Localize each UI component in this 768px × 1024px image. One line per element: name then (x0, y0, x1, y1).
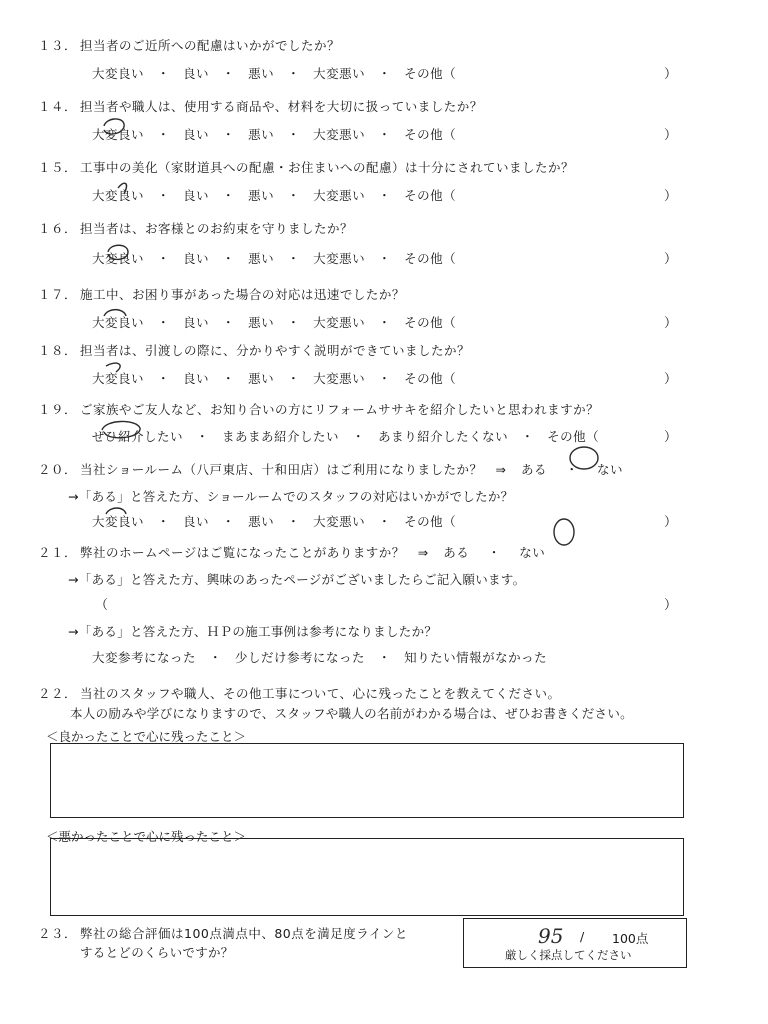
question-21: ２１． 弊社のホームページはご覧になったことがありますか？ ⇒ ある ・ ない (38, 545, 546, 560)
option-other[interactable]: その他（ (404, 514, 457, 529)
answer-mark-q21 (554, 519, 574, 545)
option-good[interactable]: 良い (183, 315, 210, 330)
option-good[interactable]: 良い (183, 371, 210, 386)
question-22: ２２． 当社のスタッフや職人、その他工事について、心に残ったことを教えてください。 (38, 686, 561, 701)
question-19: １９． ご家族やご友人など、お知り合いの方にリフォームササキを紹介したいと思われますか？ (38, 402, 600, 417)
option-very-good[interactable]: 大変良い (92, 371, 145, 386)
options-14: 大変良い ・ 良い ・ 悪い ・ 大変悪い ・ その他（ (92, 127, 457, 142)
option-other[interactable]: その他（ (404, 251, 457, 266)
option-slightly-helpful[interactable]: 少しだけ参考になった (235, 650, 366, 665)
option-other[interactable]: その他（ (404, 371, 457, 386)
followup-21-examples: →「ある」と答えた方、ＨＰの施工事例は参考になりましたか？ (68, 624, 438, 639)
option-yes[interactable]: ある (520, 462, 547, 477)
option-good[interactable]: 良い (183, 66, 210, 81)
option-other[interactable]: その他（ (404, 315, 457, 330)
option-very-helpful[interactable]: 大変参考になった (92, 650, 197, 665)
question-15: １５． 工事中の美化（家財道具への配慮・お住まいへの配慮）は十分にされていましたか？ (38, 160, 575, 175)
question-23: ２３． 弊社の総合評価は100点満点中、80点を満足度ラインと (38, 926, 408, 941)
options-20: 大変良い ・ 良い ・ 悪い ・ 大変悪い ・ その他（ (92, 514, 457, 529)
option-very-good[interactable]: 大変良い (92, 251, 145, 266)
option-yes[interactable]: ある (443, 545, 470, 560)
question-14: １４． 担当者や職人は、使用する商品や、材料を大切に扱っていましたか？ (38, 99, 483, 114)
option-other[interactable]: その他（ (404, 127, 457, 142)
option-other[interactable]: その他（ (404, 188, 457, 203)
question-22-note: 本人の励みや学びになりますので、スタッフや職人の名前がわかる場合は、ぜひお書きください。 (70, 706, 633, 721)
question-16: １６． 担当者は、お客様とのお約束を守りましたか？ (38, 221, 354, 236)
option-very-good[interactable]: 大変良い (92, 66, 145, 81)
options-18: 大変良い ・ 良い ・ 悪い ・ 大変悪い ・ その他（ (92, 371, 457, 386)
option-no[interactable]: ない (519, 545, 546, 560)
option-bad[interactable]: 悪い (248, 371, 275, 386)
question-13: １３． 担当者のご近所への配慮はいかがでしたか？ (38, 38, 341, 53)
options-21: 大変参考になった ・ 少しだけ参考になった ・ 知りたい情報がなかった (92, 650, 548, 665)
score-slash: / (580, 929, 585, 944)
score-max: 100点 (612, 931, 649, 946)
option-good[interactable]: 良い (183, 514, 210, 529)
option-bad[interactable]: 悪い (248, 251, 275, 266)
option-very-bad[interactable]: 大変悪い (313, 251, 366, 266)
option-good[interactable]: 良い (183, 251, 210, 266)
paren-close: ） (664, 252, 678, 267)
option-very-good[interactable]: 大変良い (92, 315, 145, 330)
option-good[interactable]: 良い (183, 188, 210, 203)
option-very-bad[interactable]: 大変悪い (313, 188, 366, 203)
question-18: １８． 担当者は、引渡しの際に、分かりやすく説明ができていましたか？ (38, 343, 471, 358)
followup-20: →「ある」と答えた方、ショールームでのスタッフの対応はいかがでしたか？ (68, 489, 514, 504)
option-bad[interactable]: 悪い (248, 127, 275, 142)
option-very-bad[interactable]: 大変悪い (313, 66, 366, 81)
good-memories-label: ＜良かったことで心に残ったこと＞ (46, 729, 247, 744)
options-16: 大変良い ・ 良い ・ 悪い ・ 大変悪い ・ その他（ (92, 251, 457, 266)
paren-close: ） (664, 598, 678, 613)
options-15: 大変良い ・ 良い ・ 悪い ・ 大変悪い ・ その他（ (92, 188, 457, 203)
option-very-bad[interactable]: 大変悪い (313, 514, 366, 529)
options-17: 大変良い ・ 良い ・ 悪い ・ 大変悪い ・ その他（ (92, 315, 457, 330)
option-very-bad[interactable]: 大変悪い (313, 371, 366, 386)
score-value: 95 (538, 924, 564, 948)
options-13: 大変良い ・ 良い ・ 悪い ・ 大変悪い ・ その他（ (92, 66, 457, 81)
option-very-bad[interactable]: 大変悪い (313, 315, 366, 330)
option-good[interactable]: 良い (183, 127, 210, 142)
option-no[interactable]: ない (596, 462, 623, 477)
question-23-line2: するとどのくらいですか？ (80, 945, 234, 960)
followup-21-pages: →「ある」と答えた方、興味のあったページがございましたらご記入願います。 (68, 572, 526, 587)
paren-close: ） (664, 189, 678, 204)
option-very-bad[interactable]: 大変悪い (313, 127, 366, 142)
option-other[interactable]: その他（ (404, 66, 457, 81)
paren-close: ） (664, 128, 678, 143)
option-not-helpful[interactable]: 知りたい情報がなかった (404, 650, 548, 665)
option-bad[interactable]: 悪い (248, 66, 275, 81)
option-other[interactable]: その他（ (547, 429, 600, 444)
option-bad[interactable]: 悪い (248, 188, 275, 203)
question-17: １７． 施工中、お困り事があった場合の対応は迅速でしたか？ (38, 287, 405, 302)
option-very-good[interactable]: 大変良い (92, 514, 145, 529)
paren-open: （ (95, 598, 109, 613)
option-not-recommend[interactable]: あまり紹介したくない (378, 429, 509, 444)
option-very-good[interactable]: 大変良い (92, 127, 145, 142)
paren-close: ） (664, 316, 678, 331)
bad-memories-label: ＜悪かったことで心に残ったこと＞ (46, 829, 247, 844)
option-bad[interactable]: 悪い (248, 514, 275, 529)
score-note: 厳しく採点してください (505, 948, 632, 962)
good-memories-box[interactable] (50, 743, 684, 818)
option-somewhat-recommend[interactable]: まあまあ紹介したい (222, 429, 340, 444)
options-19: ぜひ紹介したい ・ まあまあ紹介したい ・ あまり紹介したくない ・ その他（ (92, 429, 600, 444)
option-bad[interactable]: 悪い (248, 315, 275, 330)
paren-close: ） (664, 515, 678, 530)
question-20: ２０． 当社ショールーム（八戸東店、十和田店）はご利用になりましたか？ ⇒ ある ・ ない (38, 462, 623, 477)
paren-close: ） (664, 372, 678, 387)
bad-memories-box[interactable] (50, 838, 684, 916)
option-very-good[interactable]: 大変良い (92, 188, 145, 203)
paren-close: ） (664, 67, 678, 82)
option-definitely-recommend[interactable]: ぜひ紹介したい (92, 429, 184, 444)
paren-close: ） (664, 430, 678, 445)
